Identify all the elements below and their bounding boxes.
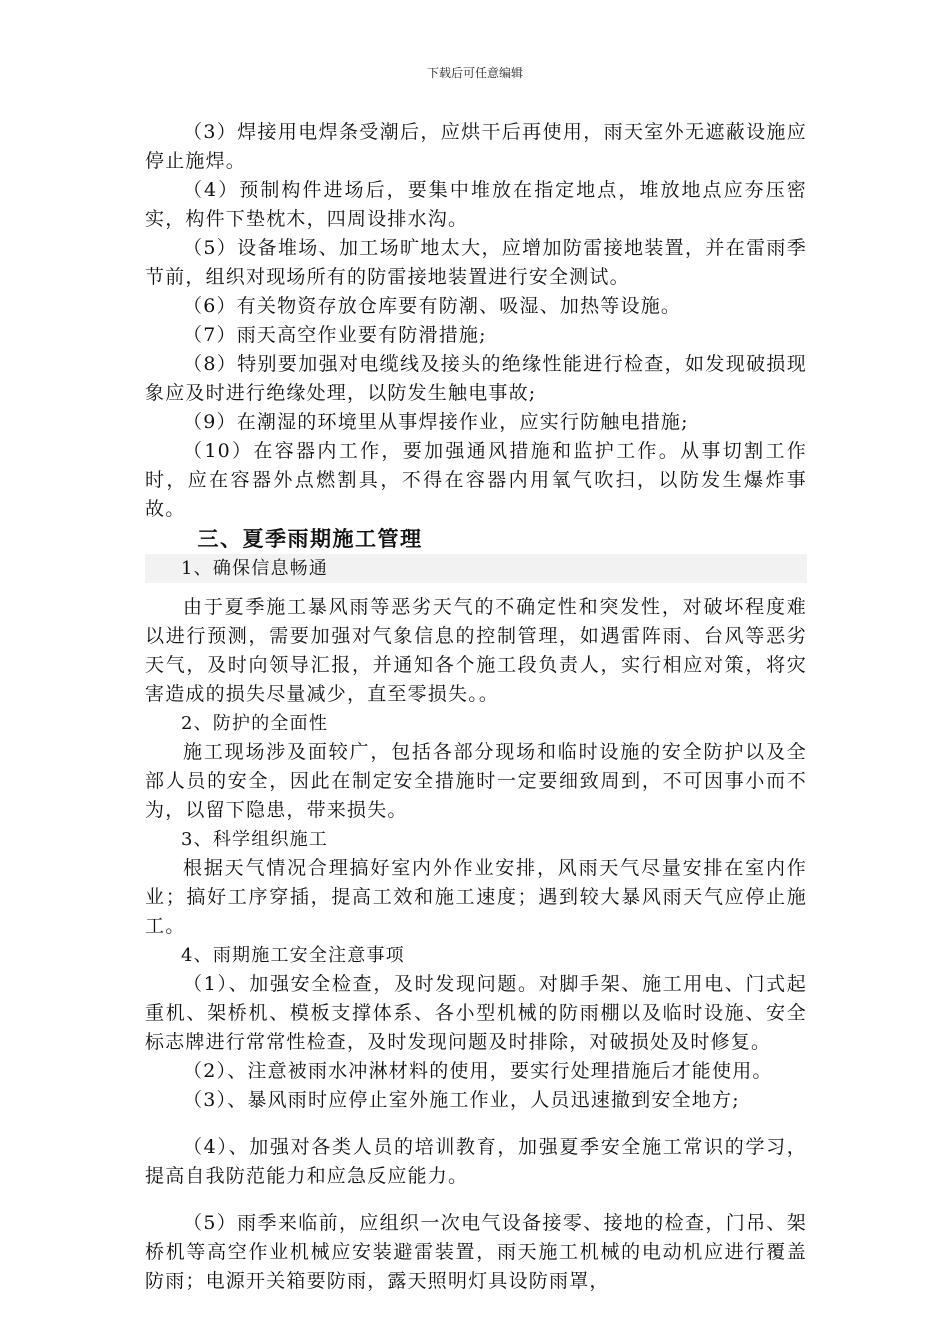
list-item: （3）焊接用电焊条受潮后，应烘干后再使用，雨天室外无遮蔽设施应停止施焊。	[145, 121, 807, 172]
paragraph: 施工现场涉及面较广，包括各部分现场和临时设施的安全防护以及全部人员的安全，因此在制定安全措施时一定要细致周到，不可因事小而不为，以留下隐患，带来损失。	[145, 741, 807, 821]
list-item: （8）特别要加强对电缆线及接头的绝缘性能进行检查，如发现破损现象应及时进行绝缘处理，以防发生触电事故;	[145, 353, 807, 404]
list-item: （4）、加强对各类人员的培训教育，加强夏季安全施工常识的学习，提高自我防范能力和应急反应能力。	[145, 1136, 807, 1187]
subsection-heading: 3、科学组织施工	[181, 829, 329, 850]
subsection-heading: 4、雨期施工安全注意事项	[181, 945, 405, 966]
list-item: （9）在潮湿的环境里从事焊接作业，应实行防触电措施;	[183, 411, 689, 433]
subsection-heading: 1、确保信息畅通	[145, 554, 807, 583]
section-title: 三、夏季雨期施工管理	[197, 526, 423, 551]
list-item: （6）有关物资存放仓库要有防潮、吸湿、加热等设施。	[183, 295, 682, 317]
list-item: （3）、暴风雨时应停止室外施工作业，人员迅速撤到安全地方;	[183, 1089, 740, 1111]
subsection-heading: 2、防护的全面性	[181, 713, 329, 734]
paragraph: 由于夏季施工暴风雨等恶劣天气的不确定性和突发性，对破坏程度难以进行预测，需要加强对气象信息的控制管理，如遇雷阵雨、台风等恶劣天气，及时向领导汇报，并通知各个施工段负责人，实行相应对策，将灾害造成的损失尽量减少，直至零损失。。	[145, 596, 807, 705]
paragraph: 根据天气情况合理搞好室内外作业安排，风雨天气尽量安排在室内作业；搞好工序穿插，提高工效和施工速度；遇到较大暴风雨天气应停止施工。	[145, 857, 807, 937]
document-body	[145, 118, 807, 1296]
list-item: （7）雨天高空作业要有防滑措施;	[183, 324, 487, 346]
list-item: （5）设备堆场、加工场旷地太大，应增加防雷接地装置，并在雷雨季节前，组织对现场所有的防雷接地装置进行安全测试。	[145, 237, 807, 288]
list-item: （5）雨季来临前，应组织一次电气设备接零、接地的检查，门吊、架桥机等高空作业机械应安装避雷装置，雨天施工机械的电动机应进行覆盖防雨；电源开关箱要防雨，露天照明灯具设防雨罩，	[145, 1212, 807, 1292]
list-item: （10）在容器内工作，要加强通风措施和监护工作。从事切割工作时，应在容器外点燃割具，不得在容器内用氧气吹扫，以防发生爆炸事故。	[145, 440, 807, 520]
list-item: （4）预制构件进场后，要集中堆放在指定地点，堆放地点应夯压密实，构件下垫枕木，四周设排水沟。	[145, 179, 807, 230]
page-header: 下载后可任意编辑	[426, 66, 523, 80]
list-item: （2）、注意被雨水冲淋材料的使用，要实行处理措施后才能使用。	[183, 1060, 773, 1082]
list-item: （1）、加强安全检查，及时发现问题。对脚手架、施工用电、门式起重机、架桥机、模板支撑体系、各小型机械的防雨棚以及临时设施、安全标志牌进行常常性检查，及时发现问题及时排除，对破损处及时修复。	[145, 973, 807, 1053]
